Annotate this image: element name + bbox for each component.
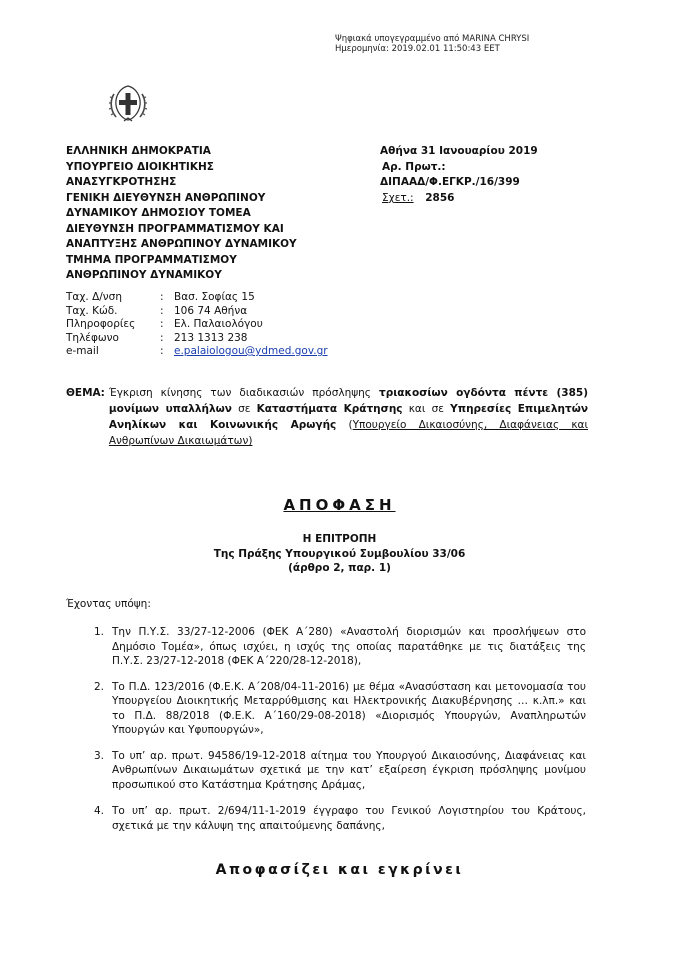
sender-line: ΑΝΘΡΩΠΙΝΟΥ ΔΥΝΑΜΙΚΟΥ bbox=[66, 269, 222, 281]
subject-part: και σε bbox=[402, 403, 451, 415]
contact-separator: : bbox=[160, 291, 164, 303]
contact-value: Ελ. Παλαιολόγου bbox=[174, 318, 263, 330]
subject-part: σε bbox=[231, 403, 257, 415]
contact-value: 106 74 Αθήνα bbox=[174, 304, 248, 317]
contact-label: Ταχ. Κώδ. bbox=[66, 304, 118, 317]
sender-line: ΕΛΛΗΝΙΚΗ ΔΗΜΟΚΡΑΤΙΑ bbox=[66, 145, 211, 157]
decides-heading: Αποφασίζει και εγκρίνει bbox=[215, 862, 464, 878]
document-date: Αθήνα 31 Ιανουαρίου 2019 bbox=[380, 145, 538, 157]
list-item bbox=[94, 680, 586, 738]
item-number: 4. bbox=[94, 805, 105, 817]
sender-line: ΤΜΗΜΑ ΠΡΟΓΡΑΜΜΑΤΙΣΜΟΥ bbox=[66, 253, 237, 266]
protocol-label: Αρ. Πρωτ.: bbox=[382, 160, 446, 173]
having-regard-heading: Έχοντας υπόψη: bbox=[66, 598, 151, 610]
subject-label: ΘΕΜΑ: bbox=[66, 387, 105, 399]
contact-separator: : bbox=[160, 331, 164, 344]
digital-signature bbox=[335, 34, 529, 54]
contact-details bbox=[66, 291, 328, 359]
subject-bold: Καταστήματα Κράτησης bbox=[256, 403, 403, 415]
sender-line: ΥΠΟΥΡΓΕΙΟ ΔΙΟΙΚΗΤΙΚΗΣ bbox=[66, 160, 214, 173]
signature-line: Ψηφιακά υπογεγραμμένο από MARINA CHRYSI bbox=[335, 34, 530, 44]
sender-line: ΑΝΑΣΥΓΚΡΟΤΗΣΗΣ bbox=[66, 176, 177, 188]
contact-separator: : bbox=[160, 304, 164, 317]
committee-act: Της Πράξης Υπουργικού Συμβουλίου 33/06 bbox=[213, 547, 466, 560]
list-item bbox=[94, 749, 586, 793]
subject-part: Έγκριση κίνησης των διαδικασιών πρόσληψης bbox=[108, 387, 379, 399]
considerations-list bbox=[94, 625, 586, 844]
related-number: 2856 bbox=[425, 191, 455, 204]
document-meta bbox=[380, 144, 538, 206]
email-link[interactable]: e.palaiologou@ydmed.gov.gr bbox=[174, 345, 328, 357]
contact-value: 213 1313 238 bbox=[174, 331, 248, 344]
contact-label: Τηλέφωνο bbox=[66, 331, 119, 344]
contact-value: Βασ. Σοφίας 15 bbox=[174, 291, 255, 303]
item-number: 1. bbox=[94, 626, 105, 638]
list-item bbox=[94, 804, 586, 833]
protocol-number: ΔΙΠΑΑΔ/Φ.ΕΓΚΡ./16/399 bbox=[380, 176, 520, 188]
subject-text bbox=[109, 385, 588, 449]
contact-separator: : bbox=[160, 345, 164, 357]
greek-coat-of-arms-icon bbox=[106, 80, 150, 124]
committee-block bbox=[0, 532, 679, 576]
contact-row bbox=[66, 318, 328, 332]
item-text: Το Π.Δ. 123/2016 (Φ.Ε.Κ. Α΄208/04-11-2016) με θέμα «Ανασύσταση και μετονομασία του Υπουργείου Διοικητικής Μεταρρύθμισης και Ηλεκτρονικής Διακυβέρνησης … κ.λπ.» και το Π.Δ. 88/2018 (Φ.Ε.Κ. Α΄160/29-08-2018) «Διορισμός Υπουργών, Αναπληρωτών Υπουργών και Υφυπουργών», bbox=[112, 680, 586, 736]
subject-block bbox=[66, 385, 588, 449]
list-item bbox=[94, 625, 586, 669]
subject-bold: τριακοσίων ογδόντα πέντε (385) μονίμων υπαλλήλων bbox=[108, 387, 588, 415]
item-number: 3. bbox=[94, 749, 105, 762]
contact-row bbox=[66, 332, 328, 346]
sender-block bbox=[66, 144, 297, 284]
contact-label: Ταχ. Δ/νση bbox=[66, 291, 122, 303]
item-number: 2. bbox=[94, 680, 105, 693]
decision-title: ΑΠΟΦΑΣΗ bbox=[283, 496, 396, 514]
sender-line: ΔΥΝΑΜΙΚΟΥ ΔΗΜΟΣΙΟΥ ΤΟΜΕΑ bbox=[66, 207, 251, 219]
item-text: Το υπ’ αρ. πρωτ. 2/694/11-1-2019 έγγραφο του Γενικού Λογιστηρίου του Κράτους, σχετικά με την κάλυψη της απαιτούμενης δαπάνης, bbox=[112, 805, 586, 832]
contact-row bbox=[66, 345, 328, 359]
related-row bbox=[380, 191, 538, 207]
committee-title: Η ΕΠΙΤΡΟΠΗ bbox=[302, 533, 377, 545]
committee-article: (άρθρο 2, παρ. 1) bbox=[288, 562, 391, 574]
contact-row bbox=[66, 291, 328, 305]
subject-bold: Υπηρεσίες Επιμελητών Ανηλίκων και Κοινωνικής Αρωγής bbox=[108, 403, 588, 431]
sender-line: ΓΕΝΙΚΗ ΔΙΕΥΘΥΝΣΗ ΑΝΘΡΩΠΙΝΟΥ bbox=[66, 191, 266, 204]
sender-line: ΔΙΕΥΘΥΝΣΗ ΠΡΟΓΡΑΜΜΑΤΙΣΜΟΥ ΚΑΙ bbox=[66, 222, 284, 235]
contact-separator: : bbox=[160, 318, 164, 330]
contact-label: e-mail bbox=[66, 345, 99, 357]
contact-row bbox=[66, 305, 328, 319]
item-text: Το υπ’ αρ. πρωτ. 94586/19-12-2018 αίτημα του Υπουργού Δικαιοσύνης, Διαφάνειας και Ανθρωπίνων Δικαιωμάτων σχετικά με την κατ’ εξαίρεση έγκριση πρόσληψης μονίμου προσωπικού στο Κατάστημα Κράτησης Δράμας, bbox=[112, 749, 586, 791]
signature-date: Ημερομηνία: 2019.02.01 11:50:43 EET bbox=[335, 44, 500, 54]
sender-line: ΑΝΑΠΤΥΞΗΣ ΑΝΘΡΩΠΙΝΟΥ ΔΥΝΑΜΙΚΟΥ bbox=[66, 238, 297, 250]
contact-label: Πληροφορίες bbox=[66, 318, 136, 330]
item-text: Την Π.Υ.Σ. 33/27-12-2006 (ΦΕΚ Α΄280) «Αναστολή διορισμών και προσλήψεων στο Δημόσιο Τομέα», όπως ισχύει, η ισχύς της οποίας παρατάθηκε με τις διατάξεις της Π.Υ.Σ. 23/27-12-2018 (ΦΕΚ Α΄220/28-12-2018), bbox=[112, 626, 586, 667]
subject-underlined: Υπουργείο Δικαιοσύνης, Διαφάνειας και Ανθρωπίνων Δικαιωμάτων) bbox=[108, 419, 589, 447]
subject-part: ( bbox=[336, 419, 353, 431]
related-label: Σχετ.: bbox=[382, 191, 414, 204]
